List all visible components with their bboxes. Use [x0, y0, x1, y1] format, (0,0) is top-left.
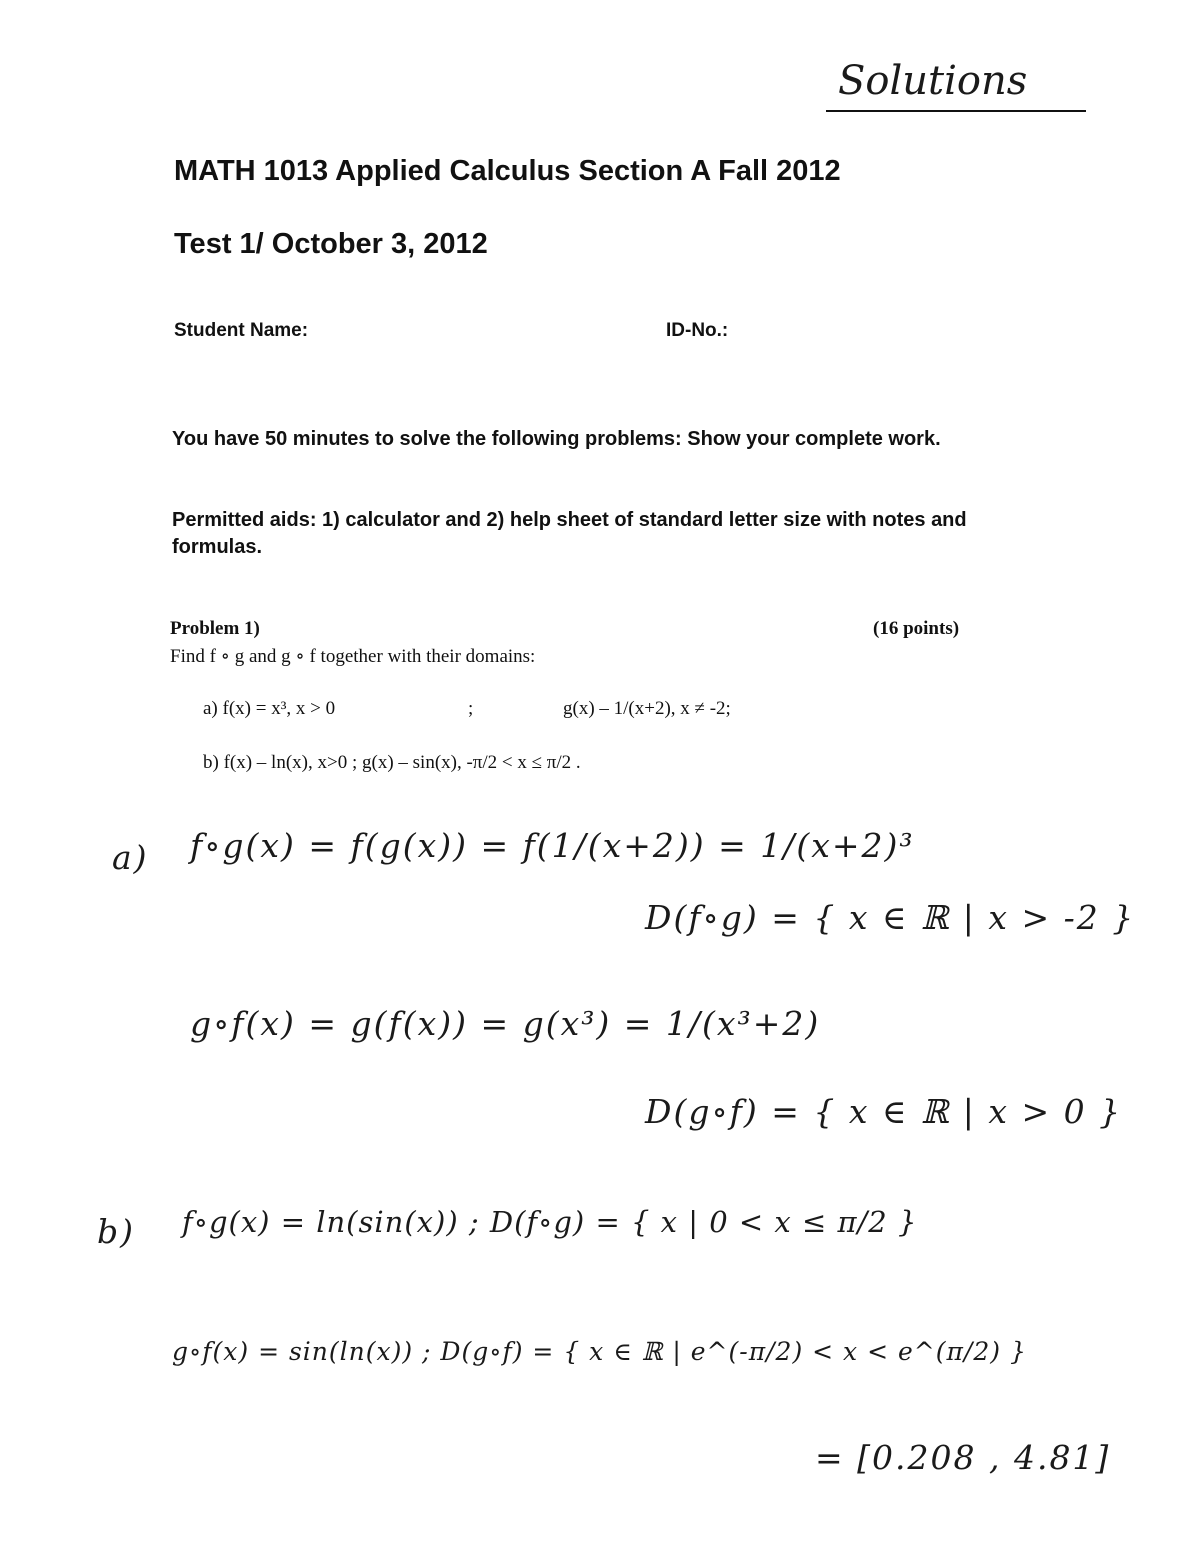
solution-b-fog: f∘g(x) = ln(sin(x)) ; D(f∘g) = { x | 0 < x ≤ π/2 } — [182, 1205, 918, 1239]
test-title: Test 1/ October 3, 2012 — [174, 228, 488, 260]
part-a-g: g(x) – 1/(x+2), x ≠ -2; — [563, 698, 731, 719]
solution-b-interval: = [0.208 , 4.81] — [815, 1438, 1111, 1477]
problem-title: Problem 1) — [170, 618, 260, 639]
solutions-note: Solutions — [838, 58, 1028, 104]
problem-prompt: Find f ∘ g and g ∘ f together with their domains: — [170, 646, 536, 667]
time-instructions: You have 50 minutes to solve the following problems: Show your complete work. — [172, 428, 941, 450]
solution-a-fog-domain: D(f∘g) = { x ∈ ℝ | x > -2 } — [645, 898, 1136, 937]
student-name-label: Student Name: — [174, 320, 309, 341]
solution-a-label: a) — [112, 838, 149, 877]
solution-a-gof-domain: D(g∘f) = { x ∈ ℝ | x > 0 } — [645, 1092, 1123, 1131]
solution-a-fog: f∘g(x) = f(g(x)) = f(1/(x+2)) = 1/(x+2)³ — [190, 826, 915, 865]
solutions-underline — [826, 110, 1086, 112]
part-a-separator: ; — [468, 698, 474, 719]
aids-instructions: Permitted aids: 1) calculator and 2) help sheet of standard letter size with notes and formulas. — [172, 509, 967, 558]
course-title: MATH 1013 Applied Calculus Section A Fall 2012 — [174, 155, 841, 187]
id-label: ID-No.: — [666, 320, 729, 341]
problem-points: (16 points) — [873, 618, 960, 639]
part-b-functions: b) f(x) – ln(x), x>0 ; g(x) – sin(x), -π/2 < x ≤ π/2 . — [203, 752, 581, 773]
solution-b-label: b) — [97, 1212, 135, 1251]
solution-b-gof: g∘f(x) = sin(ln(x)) ; D(g∘f) = { x ∈ ℝ | e^(-π/2) < x < e^(π/2) } — [172, 1337, 1027, 1366]
solution-a-gof: g∘f(x) = g(f(x)) = g(x³) = 1/(x³+2) — [190, 1004, 821, 1043]
part-a-f: a) f(x) = x³, x > 0 — [203, 698, 336, 719]
